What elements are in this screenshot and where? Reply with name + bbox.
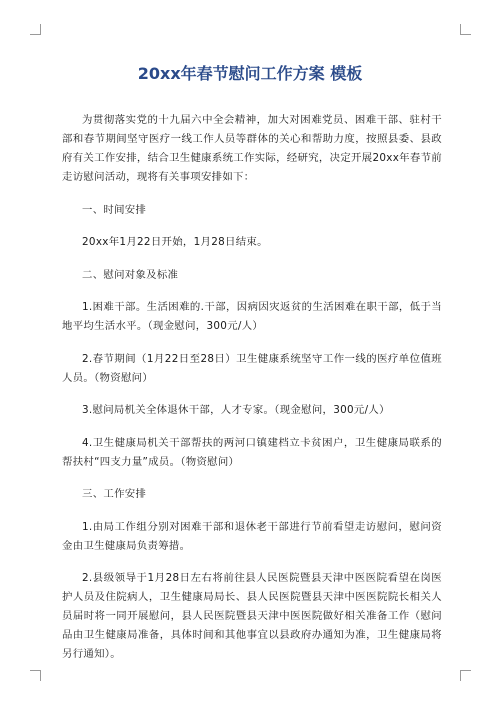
- target-item-4: 4.卫生健康局机关干部帮扶的两河口镇建档立卡贫困户，卫生健康局联系的帮扶村“四支力量”成员。（物资慰问）: [62, 436, 442, 468]
- time-paragraph: 20xx年1月22日开始，1月28日结束。: [82, 236, 268, 248]
- document-title: 20xx年春节慰问工作方案 模板: [137, 64, 363, 83]
- work-item-2: 2.县级领导于1月28日左右将前往县人民医院暨县天津中医医院看望在岗医护人员及住院病人，卫生健康局局长、县人民医院暨县天津中医医院院长相关人员届时将一同开展慰问，县人民医院暨县天津中医医院做好相关准备工作（慰问品由卫生健康局准备，具体时间和其他事宜以县政府办通知为准，卫生健康局将另行通知）。: [62, 572, 442, 660]
- document-body: [62, 111, 442, 678]
- section-heading-work: 三、工作安排: [82, 488, 147, 500]
- section-heading-time: 一、时间安排: [82, 203, 147, 216]
- intro-paragraph: 为贯彻落实党的十九届六中全会精神，加大对困难党员、困难干部、驻村干部和春节期间坚守医疗一线工作人员等群体的关心和帮助力度，按照县委、县政府有关工作安排，结合卫生健康系统工作实际，经研究，决定开展20xx年春节前走访慰问活动，现将有关事项安排如下：: [62, 114, 442, 183]
- target-item-2: 2.春节期间（1月22日至28日）卫生健康系统坚守工作一线的医疗单位值班人员。（物资慰问）: [62, 352, 442, 384]
- target-item-1: 1.困难干部。生活困难的.干部，因病因灾返贫的生活困难在职干部，低于当地平均生活水平。（现金慰问，300元/人）: [62, 301, 442, 332]
- section-heading-targets: 二、慰问对象及标准: [82, 268, 179, 281]
- target-item-3: 3.慰问局机关全体退休干部，人才专家。（现金慰问，300元/人）: [82, 404, 390, 416]
- crop-mark-top-left: [30, 24, 41, 35]
- crop-mark-bottom-right: [460, 670, 471, 681]
- crop-mark-bottom-left: [30, 670, 41, 681]
- work-item-1: 1.由局工作组分别对困难干部和退休老干部进行节前看望走访慰问，慰问资金由卫生健康局负责筹措。: [62, 520, 442, 552]
- crop-mark-top-right: [460, 24, 471, 35]
